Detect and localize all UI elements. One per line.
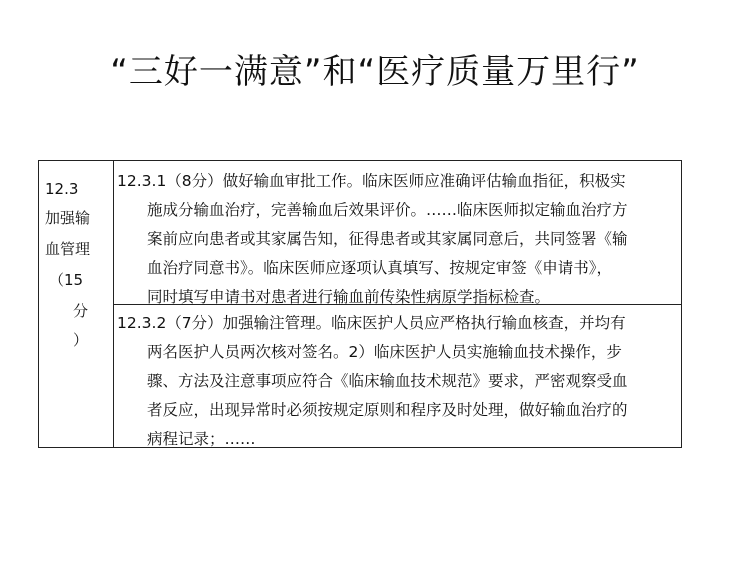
item-1-line: 同时填写申请书对患者进行输血前传染性病原学指标检查。: [147, 288, 551, 306]
item-2-line: 骤、方法及注意事项应符合《临床输血技术规范》要求，严密观察受血: [147, 372, 628, 390]
item-2-line: 者反应，出现异常时必须按规定原则和程序及时处理，做好输血治疗的: [147, 401, 628, 419]
item-1-line: 施成分输血治疗，完善输血后效果评价。……临床医师拟定输血治疗方: [147, 201, 628, 219]
item-12-3-2: [117, 309, 677, 454]
item-12-3-1: [117, 167, 677, 312]
section-name-line-1: 加强输: [45, 209, 91, 227]
item-1-line: 血治疗同意书》。临床医师应逐项认真填写、按规定审签《申请书》，: [147, 259, 613, 277]
section-name-line-2: 血管理: [45, 240, 91, 258]
item-1-line: 案前应向患者或其家属告知，征得患者或其家属同意后，共同签署《输: [147, 230, 628, 248]
section-score-line-1: （15: [49, 271, 84, 289]
row-divider: [114, 304, 681, 305]
slide-title: “三好一满意”和“医疗质量万里行”: [110, 52, 640, 92]
item-2-line: 两名医护人员两次核对签名。2）临床医护人员实施输血技术操作，步: [147, 343, 622, 361]
item-2-line: 12.3.2（7分）加强输注管理。临床医护人员应严格执行输血核查，并均有: [117, 314, 626, 332]
item-1-line: 12.3.1（8分）做好输血审批工作。临床医师应准确评估输血指征，积极实: [117, 172, 626, 190]
section-score-line-2: 分: [73, 302, 89, 320]
section-cell: [39, 161, 114, 447]
section-score-line-3: ）: [73, 331, 89, 349]
section-code: 12.3: [45, 180, 79, 198]
standards-table: [38, 160, 682, 448]
item-2-line: 病程记录；……: [147, 430, 256, 448]
